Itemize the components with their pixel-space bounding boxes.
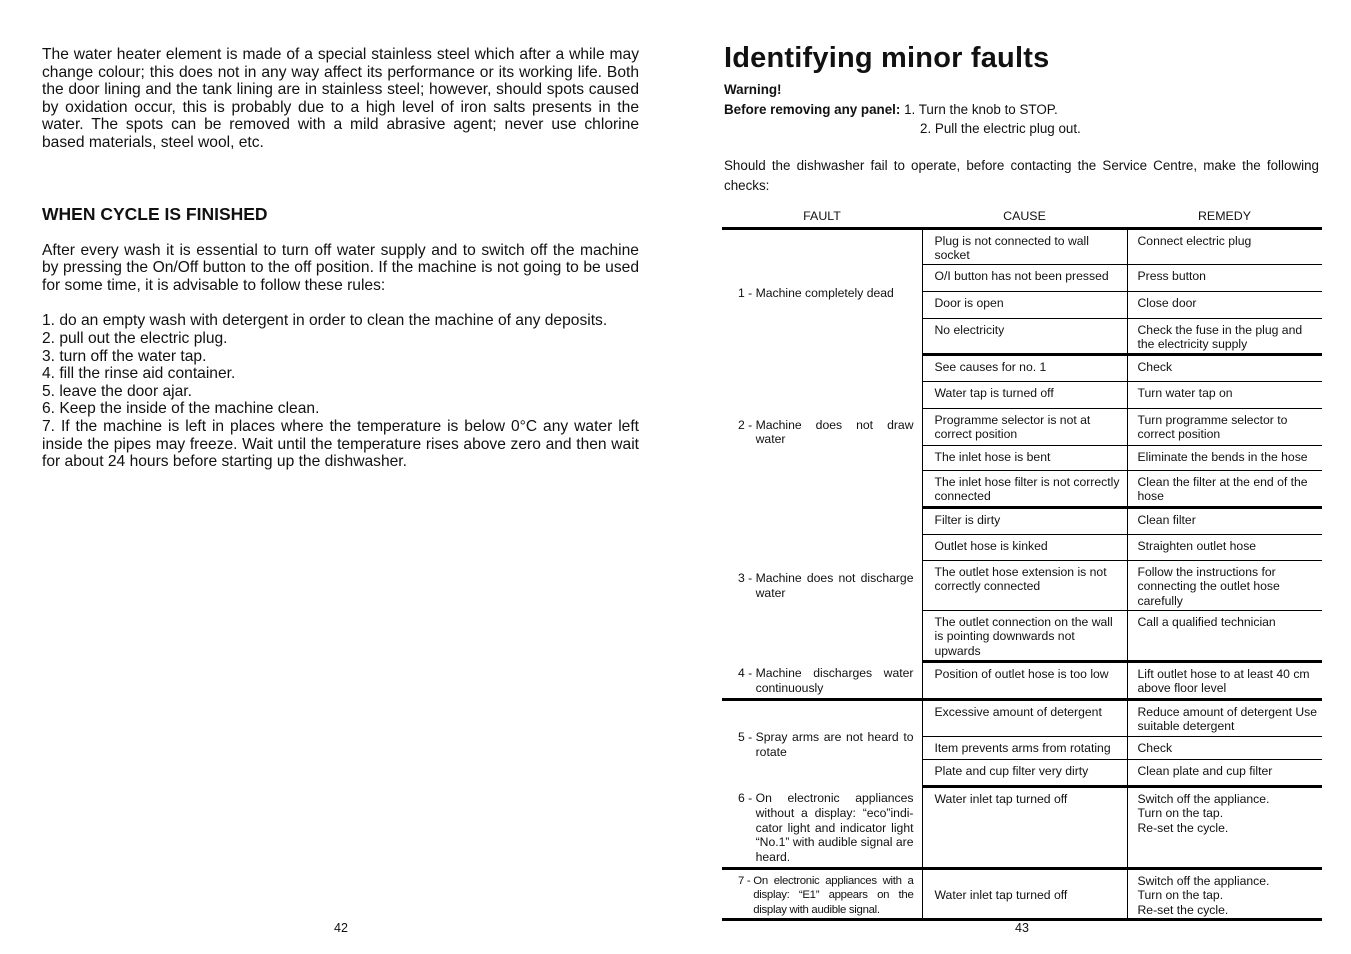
table-header-row	[722, 207, 1322, 228]
cause-cell: Water tap is turned off	[922, 381, 1127, 408]
fault-cell	[722, 228, 922, 354]
remedy-cell: Turn water tap on	[1127, 381, 1322, 408]
cause-cell: The inlet hose filter is not correctly connected	[922, 470, 1127, 507]
fault-label: Spray arms are not heard to rotate	[755, 730, 914, 759]
cause-cell: Programme selector is not at correct position	[922, 408, 1127, 445]
faults-table	[722, 207, 1322, 921]
table-row	[722, 868, 1322, 920]
page-number-left: 42	[334, 921, 348, 935]
rule-item: 1. do an empty wash with detergent in order to clean the machine of any deposits.	[42, 312, 608, 330]
cause-cell: Water inlet tap turned off	[922, 786, 1127, 868]
fault-number: 2 -	[738, 417, 756, 432]
fault-label: Machine completely dead	[755, 286, 894, 301]
remedy-cell: Close door	[1127, 291, 1322, 318]
table-row	[722, 354, 1322, 381]
warning-label: Warning!	[724, 82, 782, 97]
fault-cell	[722, 354, 922, 507]
remedy-cell: Clean the filter at the end of the hose	[1127, 470, 1322, 507]
cause-cell: See causes for no. 1	[922, 354, 1127, 381]
cause-cell: The outlet connection on the wall is pointing downwards not upwards	[922, 610, 1127, 661]
table-row	[722, 699, 1322, 736]
remedy-cell: Clean plate and cup filter	[1127, 759, 1322, 786]
fault-cell	[722, 786, 922, 868]
header-cause: CAUSE	[922, 207, 1127, 228]
cause-cell: Door is open	[922, 291, 1127, 318]
step-1: 1. Turn the knob to STOP.	[904, 101, 1058, 117]
table-row	[722, 661, 1322, 699]
cause-cell: The inlet hose is bent	[922, 445, 1127, 470]
fault-cell	[722, 868, 922, 920]
page-title: Identifying minor faults	[724, 42, 1050, 74]
cause-cell: Outlet hose is kinked	[922, 534, 1127, 560]
fault-number: 1 -	[738, 286, 756, 301]
remedy-cell: Lift outlet hose to at least 40 cm above floor level	[1127, 661, 1322, 699]
cause-cell: Water inlet tap turned off	[922, 868, 1127, 920]
rules-list	[42, 312, 639, 470]
remedy-cell: Press button	[1127, 264, 1322, 291]
remedy-cell: Switch off the appliance. Turn on the tap. Re-set the cycle.	[1127, 786, 1322, 868]
remedy-cell: Reduce amount of detergent Use suitable detergent	[1127, 699, 1322, 736]
fault-cell	[722, 699, 922, 786]
remedy-cell: Check	[1127, 736, 1322, 759]
remedy-cell: Turn programme selector to correct position	[1127, 408, 1322, 445]
fault-number: 7 -	[738, 874, 754, 887]
fault-number: 4 -	[738, 666, 756, 681]
remedy-cell: Check	[1127, 354, 1322, 381]
rule-item: 4. fill the rinse aid container.	[42, 365, 236, 383]
remedy-cell: Straighten outlet hose	[1127, 534, 1322, 560]
rule-item: 2. pull out the electric plug.	[42, 329, 228, 347]
cause-cell: Filter is dirty	[922, 507, 1127, 534]
rule-item: 6. Keep the inside of the machine clean.	[42, 400, 320, 418]
cause-cell: Item prevents arms from rotating	[922, 736, 1127, 759]
remedy-cell: Switch off the appliance. Turn on the tap. Re-set the cycle.	[1127, 868, 1322, 920]
cause-cell: Plate and cup filter very dirty	[922, 759, 1127, 786]
remedy-cell: Clean filter	[1127, 507, 1322, 534]
fault-label: Machine does not draw water	[755, 417, 914, 447]
remedy-cell: Eliminate the bends in the hose	[1127, 445, 1322, 470]
fault-label: On electronic appliances with a display: “E1” appears on the display with audible signal.	[753, 874, 914, 916]
remedy-cell: Call a qualified technician	[1127, 610, 1322, 661]
cause-cell: Position of outlet hose is too low	[922, 661, 1127, 699]
cause-cell: O/I button has not been pressed	[922, 264, 1127, 291]
page-number-right: 43	[1015, 921, 1029, 935]
remedy-cell: Connect electric plug	[1127, 228, 1322, 264]
cause-cell: Excessive amount of detergent	[922, 699, 1127, 736]
cause-cell: The outlet hose extension is not correctly connected	[922, 560, 1127, 610]
fault-cell	[722, 661, 922, 699]
after-wash-paragraph: After every wash it is essential to turn off water supply and to switch off the machine by pressing the On/Off button to the off position. If the machine is not going to be used for some time, it is advisable to follow these rules:	[42, 241, 639, 294]
fault-cell	[722, 507, 922, 661]
cause-cell: Plug is not connected to wall socket	[922, 228, 1127, 264]
header-remedy: REMEDY	[1127, 207, 1322, 228]
warning-block	[724, 80, 1081, 139]
rule-item: 3. turn off the water tap.	[42, 347, 207, 365]
table-row	[722, 786, 1322, 868]
stainless-steel-paragraph: The water heater element is made of a special stainless steel which after a while may change colour; this does not in any way affect its performance or its working life. Both the door lining and the tank lining are in stainless steel; however, should spots caused by oxidation occur, this is probably due to a high level of iron salts presents in the water. The spots can be removed with a mild abrasive agent; never use chlorine based materials, steel wool, etc.	[42, 46, 639, 151]
cause-cell: No electricity	[922, 318, 1127, 354]
header-fault: FAULT	[722, 207, 922, 228]
remedy-cell: Check the fuse in the plug and the electricity supply	[1127, 318, 1322, 354]
table-row	[722, 228, 1322, 264]
before-label: Before removing any panel:	[724, 101, 901, 117]
rule-item: 5. leave the door ajar.	[42, 382, 192, 400]
section-heading: WHEN CYCLE IS FINISHED	[42, 203, 268, 224]
fault-label: On electronic appliances without a display: “eco”indi-cator light and indicator light “No.1” with audible signal are heard.	[755, 791, 914, 864]
left-page	[42, 46, 639, 471]
rule-item: 7. If the machine is left in places where the temperature is below 0°C any water left inside the pipes may freeze. Wait until the temperature rises above zero and then wait for about 24 hours before starting up the dishwasher.	[42, 417, 639, 471]
fault-number: 6 -	[738, 791, 756, 806]
fault-label: Machine does not discharge water	[755, 571, 914, 600]
checks-intro: Should the dishwasher fail to operate, before contacting the Service Centre, make the following checks:	[724, 158, 1319, 193]
fault-label: Machine discharges water continuously	[755, 666, 914, 695]
fault-number: 5 -	[738, 730, 756, 745]
step-2: 2. Pull the electric plug out.	[920, 121, 1081, 136]
table-row	[722, 507, 1322, 534]
remedy-cell: Follow the instructions for connecting the outlet hose carefully	[1127, 560, 1322, 610]
fault-number: 3 -	[738, 571, 756, 586]
